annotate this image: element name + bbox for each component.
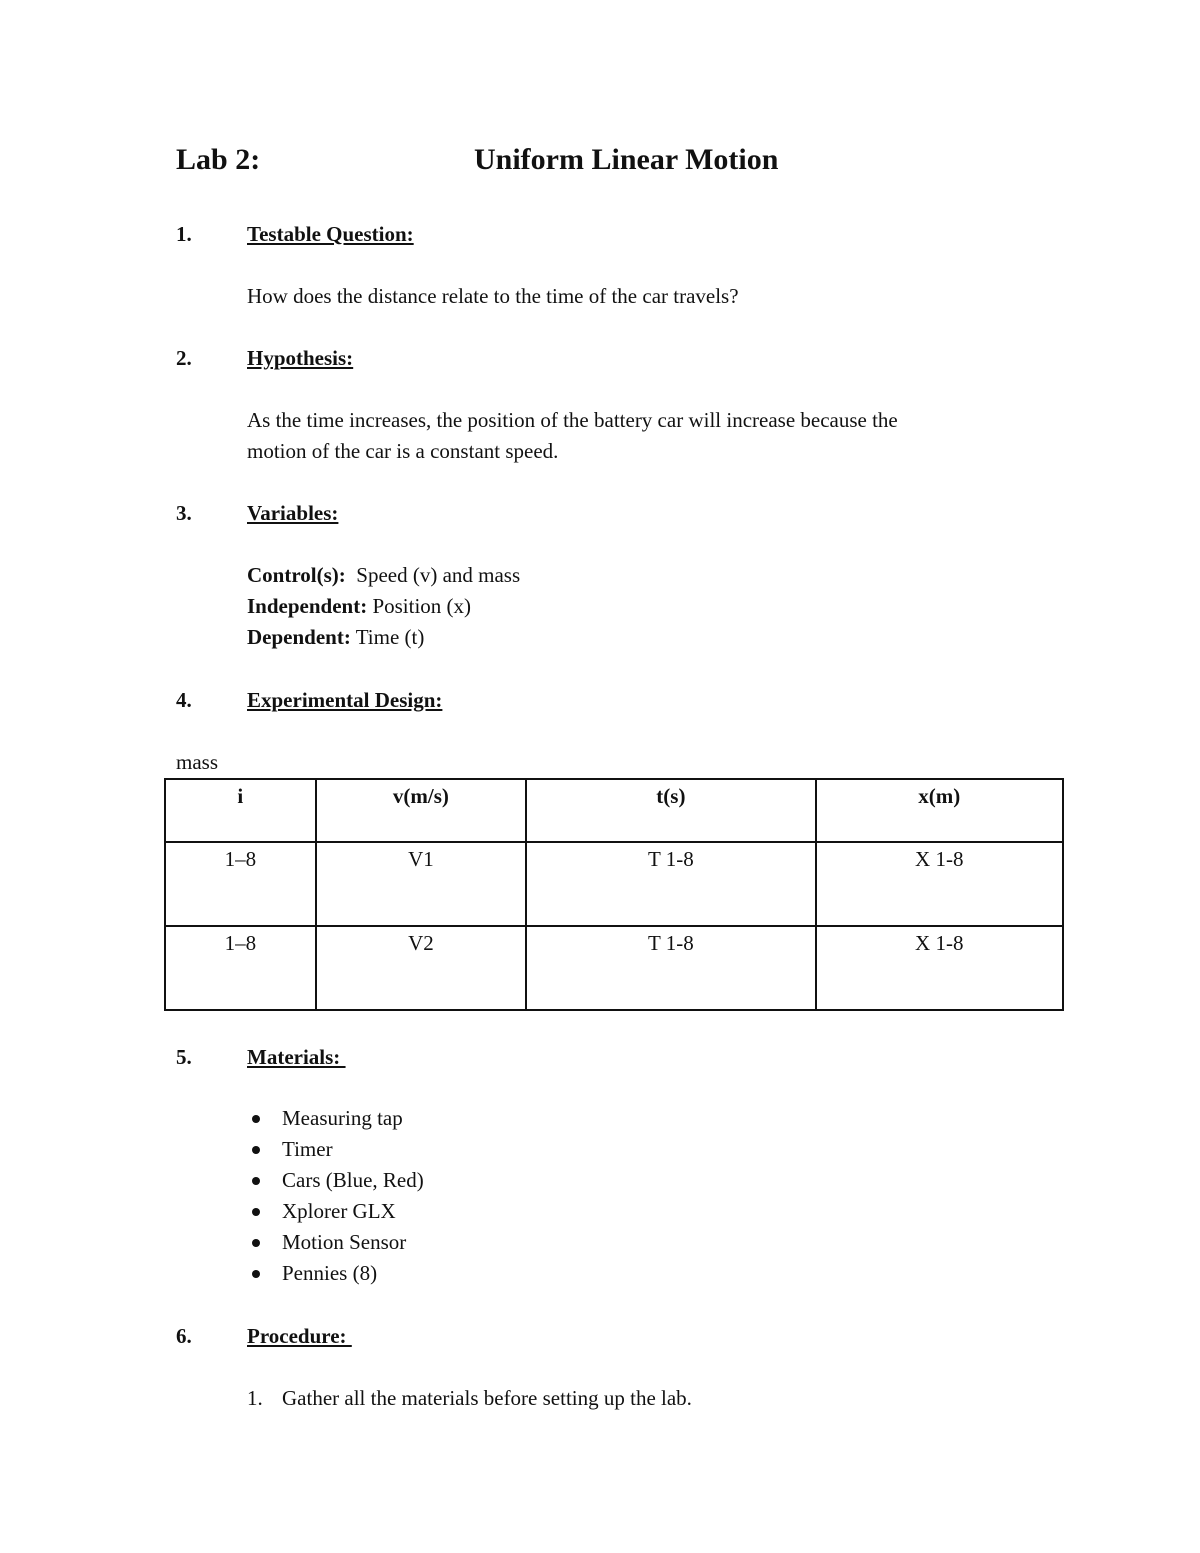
table-cell: V1 xyxy=(316,842,527,926)
section-2-heading: Hypothesis: xyxy=(247,346,354,370)
section-3-heading: Variables: xyxy=(247,501,339,525)
dependent-variable xyxy=(247,625,424,650)
table-cell: V2 xyxy=(316,926,527,1010)
table-cell: X 1-8 xyxy=(816,842,1063,926)
control-value: Speed (v) and mass xyxy=(356,563,521,587)
bullet-icon xyxy=(252,1270,260,1278)
section-5-number: 5. xyxy=(176,1045,192,1069)
section-6-number: 6. xyxy=(176,1324,192,1348)
hypothesis-line-1: As the time increases, the position of the battery car will increase because the xyxy=(247,408,898,432)
table-cell: 1–8 xyxy=(165,926,316,1010)
list-item xyxy=(247,1227,424,1258)
section-4-number: 4. xyxy=(176,688,192,712)
material-text: Motion Sensor xyxy=(282,1230,407,1254)
bullet-icon xyxy=(252,1146,260,1154)
list-item xyxy=(247,1196,424,1227)
section-5-heading: Materials: xyxy=(247,1045,346,1069)
independent-value: Position (x) xyxy=(372,594,472,618)
table-cell: T 1-8 xyxy=(526,926,815,1010)
section-4-heading: Experimental Design: xyxy=(247,688,443,712)
lab-number: Lab 2: xyxy=(176,143,261,176)
independent-variable xyxy=(247,594,471,619)
table-header-cell: i xyxy=(165,779,316,842)
table-header-cell: v(m/s) xyxy=(316,779,527,842)
table-row xyxy=(165,842,1063,926)
section-1-number: 1. xyxy=(176,222,192,246)
material-text: Timer xyxy=(282,1137,333,1161)
section-6-heading: Procedure: xyxy=(247,1324,352,1348)
dependent-label: Dependent: xyxy=(247,625,351,649)
table-header-cell: x(m) xyxy=(816,779,1063,842)
table-caption: mass xyxy=(176,750,218,774)
bullet-icon xyxy=(252,1239,260,1247)
list-item xyxy=(247,1103,424,1134)
material-text: Cars (Blue, Red) xyxy=(282,1168,424,1192)
materials-list xyxy=(247,1103,424,1289)
testable-question-text: How does the distance relate to the time of the car travels? xyxy=(247,284,739,308)
independent-label: Independent: xyxy=(247,594,368,618)
section-2-number: 2. xyxy=(176,346,192,370)
table-header-cell: t(s) xyxy=(526,779,815,842)
list-item xyxy=(247,1165,424,1196)
list-item xyxy=(247,1134,424,1165)
bullet-icon xyxy=(252,1115,260,1123)
bullet-icon xyxy=(252,1177,260,1185)
procedure-step-text: Gather all the materials before setting up the lab. xyxy=(282,1386,692,1410)
section-3-number: 3. xyxy=(176,501,192,525)
bullet-icon xyxy=(252,1208,260,1216)
material-text: Pennies (8) xyxy=(282,1261,378,1285)
table-cell: T 1-8 xyxy=(526,842,815,926)
section-1-heading: Testable Question: xyxy=(247,222,414,246)
control-variable xyxy=(247,563,520,588)
list-item xyxy=(247,1258,424,1289)
material-text: Xplorer GLX xyxy=(282,1199,396,1223)
experimental-design-table xyxy=(164,778,1064,1011)
table-header-row xyxy=(165,779,1063,842)
table-cell: 1–8 xyxy=(165,842,316,926)
table-cell: X 1-8 xyxy=(816,926,1063,1010)
hypothesis-line-2: motion of the car is a constant speed. xyxy=(247,439,559,463)
control-label: Control(s): xyxy=(247,563,346,587)
material-text: Measuring tap xyxy=(282,1106,403,1130)
table-row xyxy=(165,926,1063,1010)
dependent-value: Time (t) xyxy=(355,625,425,649)
page-title: Uniform Linear Motion xyxy=(474,143,779,176)
procedure-step-number: 1. xyxy=(247,1386,263,1410)
